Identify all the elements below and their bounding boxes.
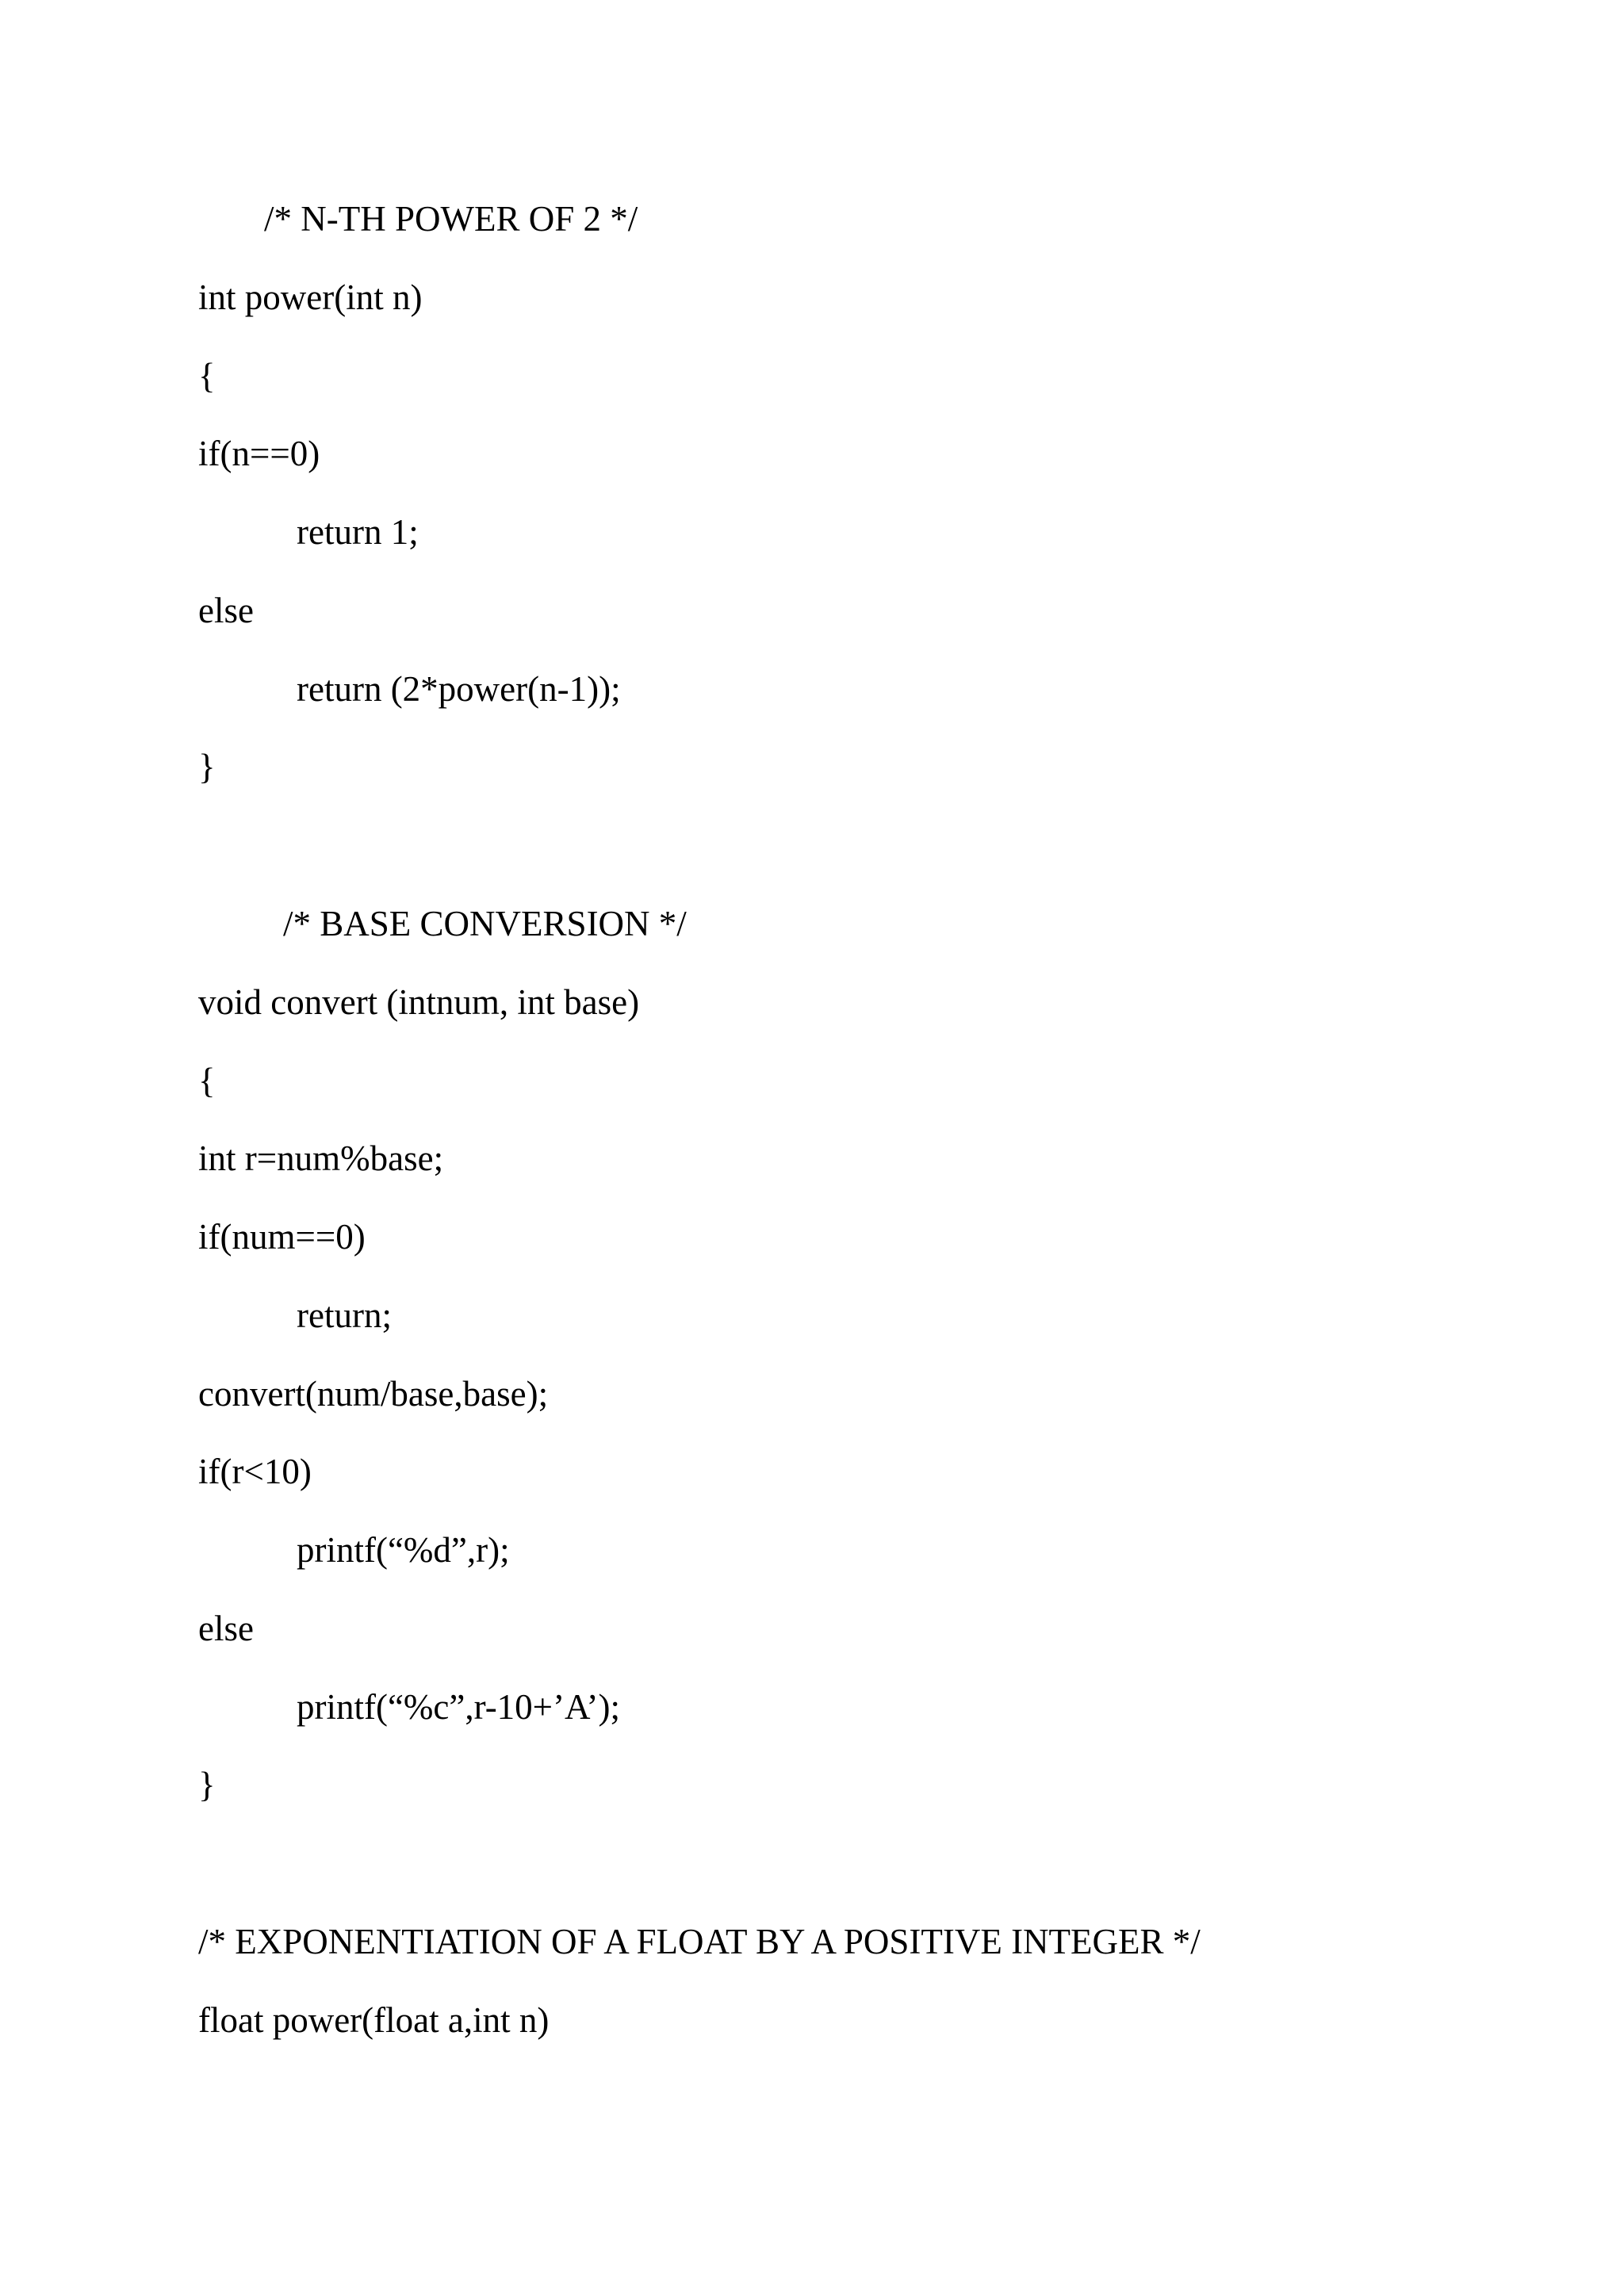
comment-base-conversion: /* BASE CONVERSION */ bbox=[283, 904, 687, 943]
code-line: { bbox=[198, 1061, 216, 1100]
code-line: { bbox=[198, 356, 216, 396]
code-line: void convert (intnum, int base) bbox=[198, 982, 640, 1022]
code-line: return; bbox=[297, 1295, 392, 1335]
code-line: else bbox=[198, 1609, 254, 1648]
code-line: float power(float a,int n) bbox=[198, 2000, 550, 2040]
code-line: if(n==0) bbox=[198, 434, 320, 473]
code-line: printf(“%d”,r); bbox=[297, 1530, 510, 1570]
code-line: else bbox=[198, 591, 254, 630]
comment-n-th-power: /* N-TH POWER OF 2 */ bbox=[264, 199, 638, 239]
code-line: if(r<10) bbox=[198, 1452, 312, 1491]
code-line: return (2*power(n-1)); bbox=[297, 669, 621, 709]
code-line: int r=num%base; bbox=[198, 1138, 444, 1178]
code-line: if(num==0) bbox=[198, 1217, 366, 1257]
code-line: } bbox=[198, 1765, 216, 1804]
code-line: convert(num/base,base); bbox=[198, 1374, 549, 1414]
code-line: return 1; bbox=[297, 512, 419, 552]
code-line: int power(int n) bbox=[198, 277, 423, 317]
code-line: } bbox=[198, 747, 216, 786]
comment-float-exponentiation: /* EXPONENTIATION OF A FLOAT BY A POSITIVE INTEGER */ bbox=[198, 1922, 1201, 1961]
code-line: printf(“%c”,r-10+’A’); bbox=[297, 1687, 621, 1727]
